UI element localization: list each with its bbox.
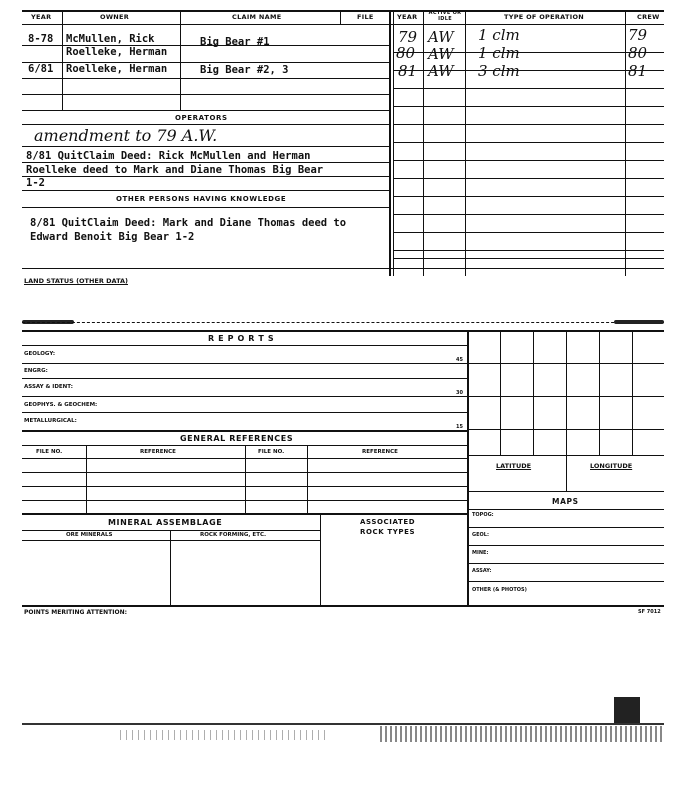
ref-reference-2: REFERENCE <box>362 449 398 455</box>
operators-title: OPERATORS <box>175 114 228 122</box>
operation-year: 81 <box>398 62 418 80</box>
operation-status: AW <box>428 28 454 46</box>
header-claim-name: CLAIM NAME <box>232 13 282 21</box>
operation-status: AW <box>428 45 454 63</box>
operation-crew: 79 <box>628 26 648 44</box>
maps-topog: TOPOG: <box>472 512 494 518</box>
other-persons-line-1: 8/81 QuitClaim Deed: Mark and Diane Thomas deed to <box>30 217 347 229</box>
header-owner: OWNER <box>100 13 130 21</box>
header-type-of-operation: TYPE OF OPERATION <box>504 13 585 21</box>
owner-row-owner: McMullen, Rick <box>66 33 155 45</box>
reports-geophys: GEOPHYS. & GEOCHEM: <box>24 402 98 408</box>
operation-type: 1 clm <box>478 44 520 62</box>
longitude-label: LONGITUDE <box>590 462 633 470</box>
rock-types-label: ROCK TYPES <box>360 528 416 536</box>
maps-title: MAPS <box>552 497 579 506</box>
other-persons-line-2: Edward Benoit Big Bear 1-2 <box>30 231 195 243</box>
ref-file-no-2: FILE NO. <box>258 449 285 455</box>
reports-number-45: 45 <box>456 357 463 363</box>
owner-row-year: 6/81 <box>28 63 54 75</box>
reports-engrg: ENGRG: <box>24 368 48 374</box>
rock-forming-label: ROCK FORMING, ETC. <box>200 532 267 538</box>
reports-assay: ASSAY & IDENT: <box>24 384 73 390</box>
owner-row-owner: Roelleke, Herman <box>66 63 168 75</box>
associated-label: ASSOCIATED <box>360 518 416 526</box>
header-active-idle: ACTIVE OR IDLE <box>428 10 462 22</box>
header-file: FILE <box>357 13 374 21</box>
ref-reference: REFERENCE <box>140 449 176 455</box>
owner-row-owner: Roelleke, Herman <box>66 46 168 58</box>
ref-file-no: FILE NO. <box>36 449 63 455</box>
operators-handwritten-note: amendment to 79 A.W. <box>34 126 218 145</box>
operation-crew: 81 <box>628 62 648 80</box>
owner-row-claim: Big Bear #2, 3 <box>200 64 289 76</box>
header-crew: CREW <box>637 13 660 21</box>
owner-row-claim: Big Bear #1 <box>200 36 270 48</box>
operation-type: 3 clm <box>478 62 520 80</box>
scan-artifact-edge-line <box>22 723 664 725</box>
land-status-label: LAND STATUS (OTHER DATA) <box>24 277 128 285</box>
operation-year: 80 <box>396 44 416 62</box>
operation-crew: 80 <box>628 44 648 62</box>
general-references-title: GENERAL REFERENCES <box>180 434 294 443</box>
header-year: YEAR <box>31 13 52 21</box>
reports-metallurgical: METALLURGICAL: <box>24 418 77 424</box>
latitude-label: LATITUDE <box>496 462 532 470</box>
owner-row-year: 8-78 <box>28 33 54 45</box>
operation-year: 79 <box>398 28 418 46</box>
reports-geology: GEOLOGY: <box>24 351 56 357</box>
form-number: SF 7012 <box>638 609 661 615</box>
mineral-assemblage-title: MINERAL ASSEMBLAGE <box>108 518 223 527</box>
maps-other: OTHER (& PHOTOS) <box>472 587 527 593</box>
operators-line-2: Roelleke deed to Mark and Diane Thomas Big Bear <box>26 164 324 176</box>
points-meriting-attention-label: POINTS MERITING ATTENTION: <box>24 609 128 616</box>
maps-mine: MINE: <box>472 550 489 556</box>
operation-type: 1 clm <box>478 26 520 44</box>
scan-artifact-smudge <box>380 726 664 742</box>
reports-number-15: 15 <box>456 424 463 430</box>
scan-artifact-dark-square <box>614 697 640 723</box>
other-persons-title: OTHER PERSONS HAVING KNOWLEDGE <box>116 195 287 203</box>
operation-status: AW <box>428 62 454 80</box>
maps-assay: ASSAY: <box>472 568 492 574</box>
header-year-2: YEAR <box>397 13 418 21</box>
ore-minerals-label: ORE MINERALS <box>66 532 113 538</box>
operators-line-1: 8/81 QuitClaim Deed: Rick McMullen and Herman <box>26 150 311 162</box>
maps-geol: GEOL: <box>472 532 489 538</box>
operators-line-3: 1-2 <box>26 177 45 189</box>
scan-artifact-smudge <box>120 730 330 740</box>
reports-title: R E P O R T S <box>208 334 275 343</box>
reports-number-30: 30 <box>456 390 463 396</box>
